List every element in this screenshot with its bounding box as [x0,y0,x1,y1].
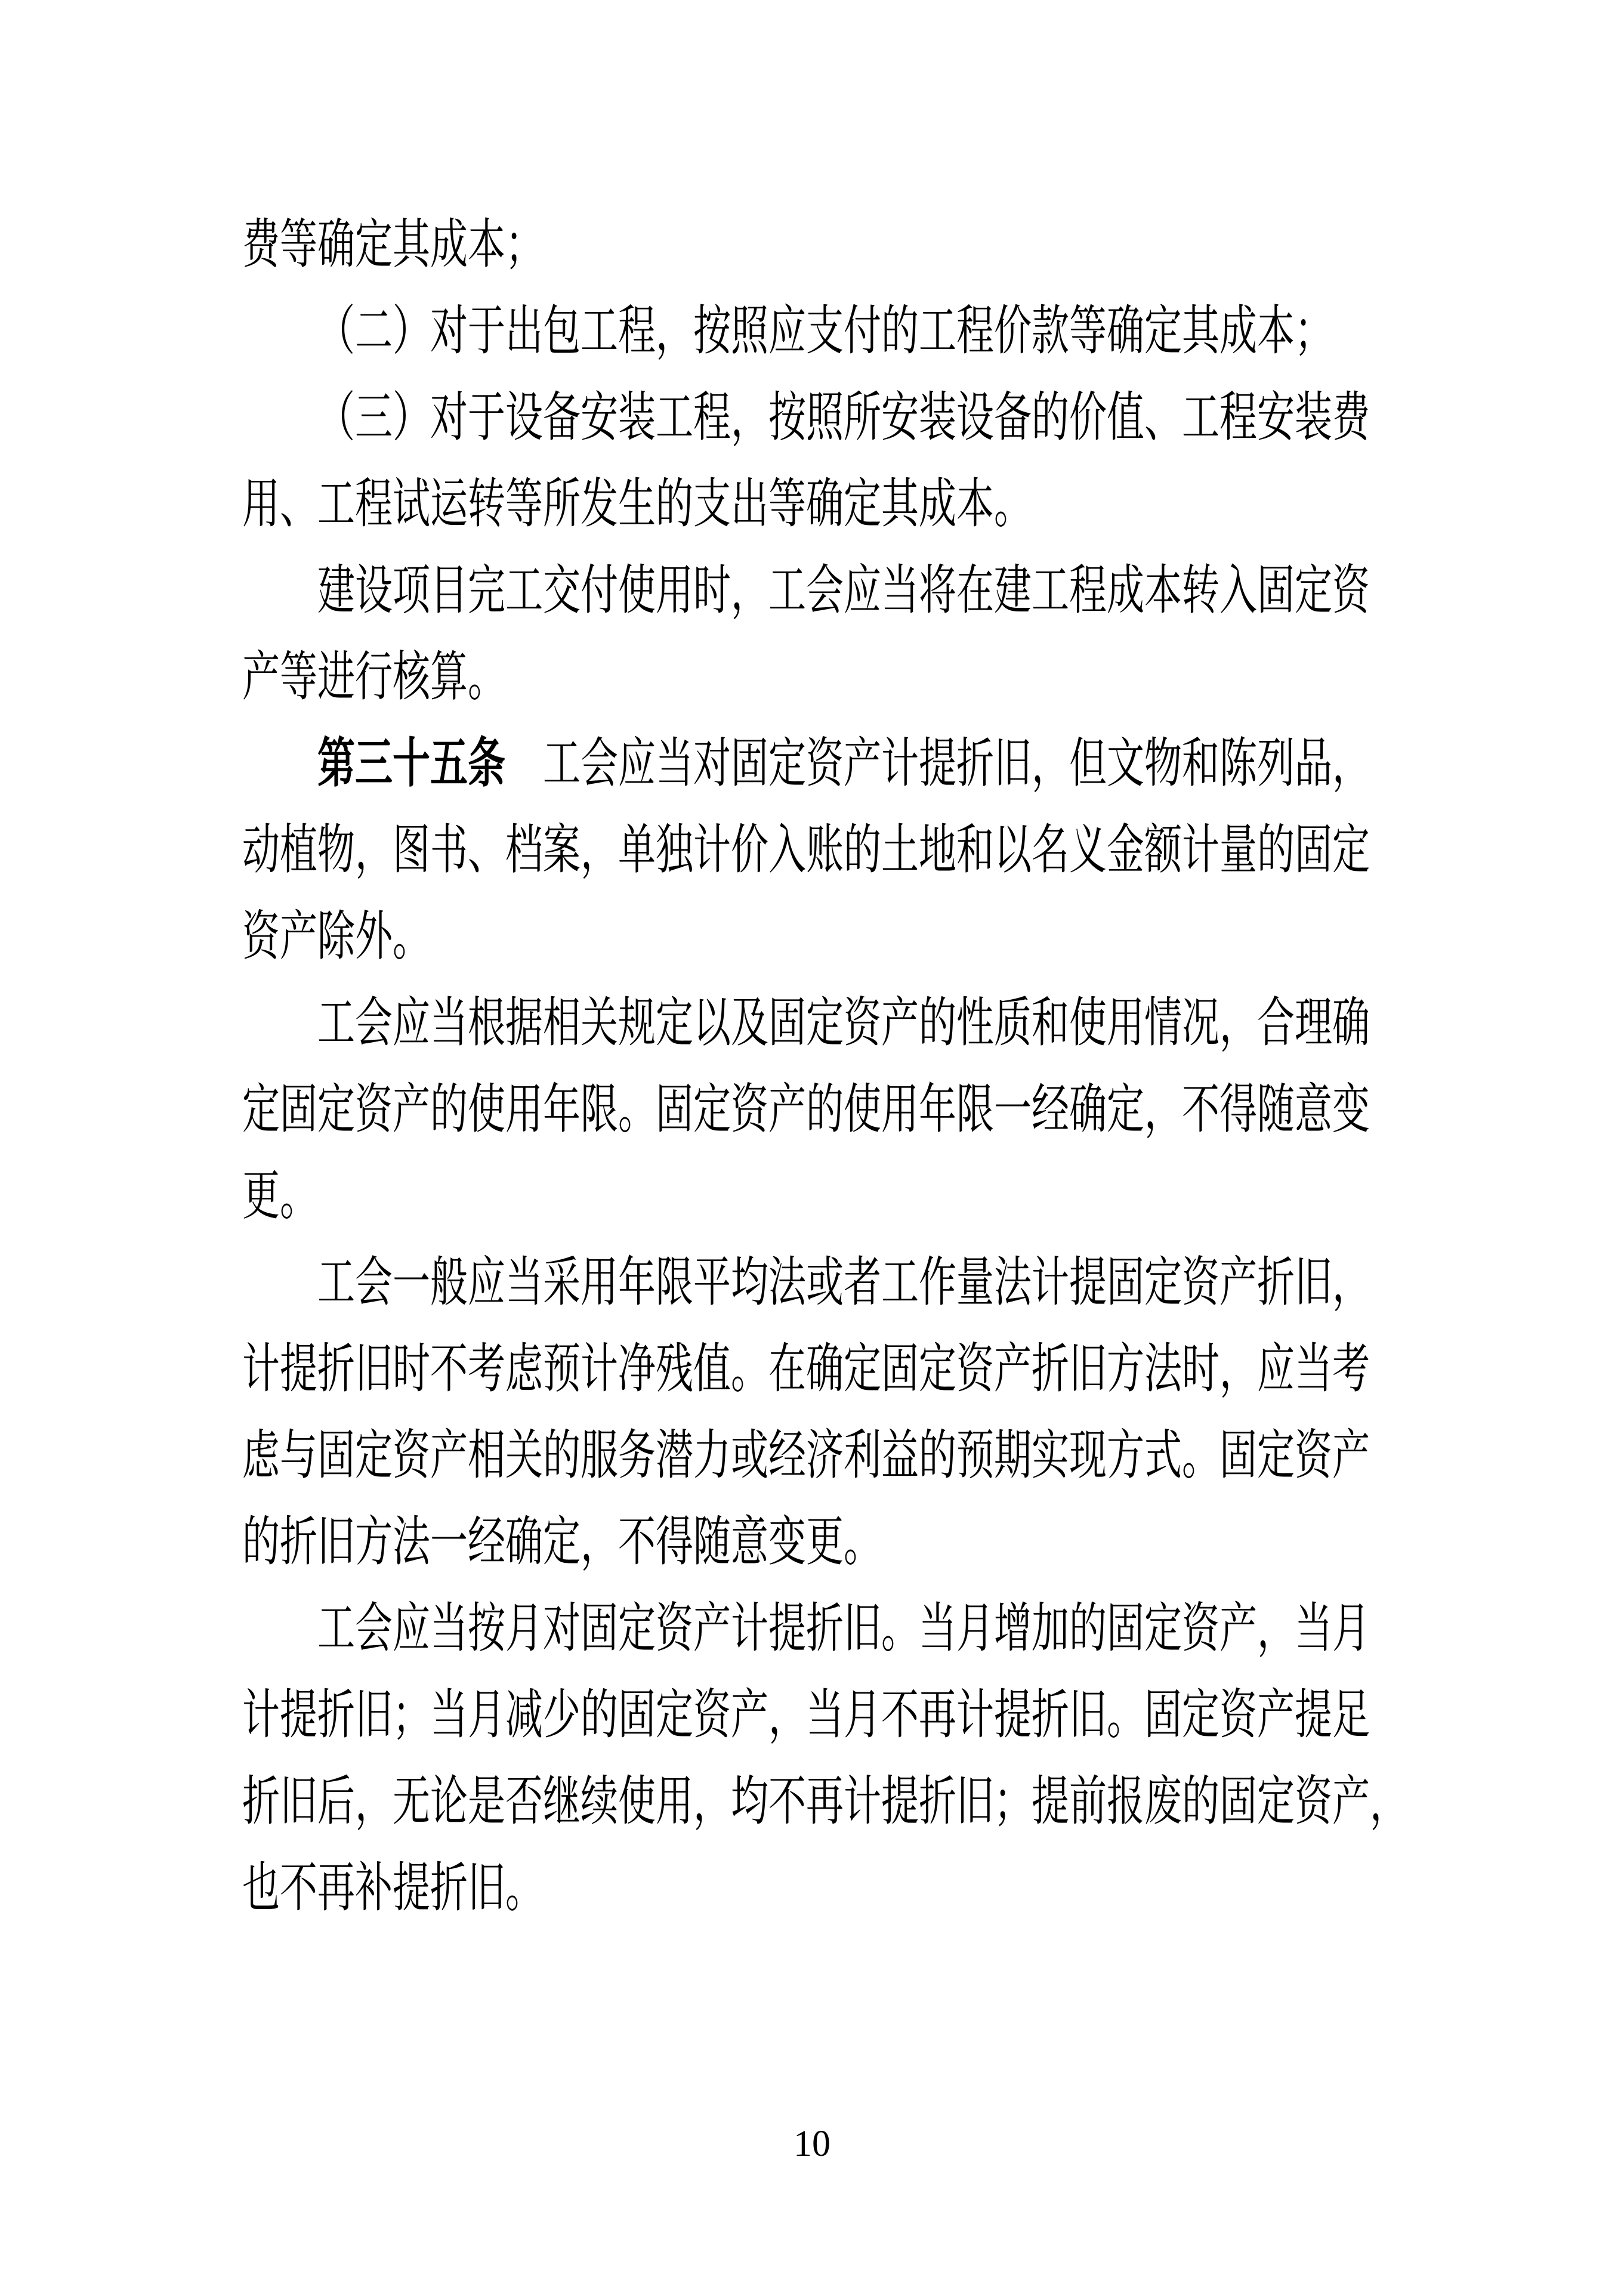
text-line [242,288,1332,375]
paragraph [242,375,1370,548]
paragraph [242,721,1370,980]
page-number: 10 [794,2124,830,2164]
text-line [242,1845,1032,1932]
text-run: 的折旧方法一经确定，不得随意变更。 [242,1513,881,1572]
text-block [242,202,1407,1932]
text-line [242,548,1370,634]
text-line [242,1240,1370,1326]
text-run: 产等进行核算。 [242,648,505,707]
text-run: 虑与固定资产相关的服务潜力或经济利益的预期实现方式。固定资产 [242,1426,1370,1485]
text-run: （三）对于设备安装工程，按照所安装设备的价值、工程安装费 [317,388,1370,447]
text-run: 定固定资产的使用年限。固定资产的使用年限一经确定，不得随意变 [242,1080,1370,1139]
text-run: 建设项目完工交付使用时，工会应当将在建工程成本转入固定资 [317,561,1370,620]
text-run: 计提折旧时不考虑预计净残值。在确定固定资产折旧方法时，应当考 [242,1340,1370,1399]
text-run: 工会一般应当采用年限平均法或者工作量法计提固定资产折旧， [317,1253,1370,1312]
text-run: 更。 [242,1167,317,1226]
text-line [242,461,1032,548]
text-run: 工会应当根据相关规定以及固定资产的性质和使用情况，合理确 [317,994,1370,1053]
text-run: 用、工程试运转等所发生的支出等确定其成本。 [242,475,1032,534]
text-run: 也不再补提折旧。 [242,1859,543,1918]
text-line [242,1759,1407,1845]
text-run: （二）对于出包工程，按照应支付的工程价款等确定其成本； [317,302,1332,361]
text-line [242,1326,1370,1413]
text-line [242,1672,1370,1759]
paragraph [242,1586,1407,1932]
text-line [242,1413,1370,1499]
text-run: 动植物，图书、档案，单独计价入账的土地和以名义金额计量的固定 [242,821,1370,880]
text-line [242,1153,1032,1240]
text-line [242,634,1032,721]
article-number-bold: 第三十五条 [317,734,505,793]
text-run: 工会应当按月对固定资产计提折旧。当月增加的固定资产，当月 [317,1599,1370,1658]
text-line [242,721,1370,807]
paragraph [242,548,1370,721]
text-run: 费等确定其成本； [242,215,543,274]
text-line [242,1499,1032,1586]
text-line [242,980,1370,1067]
text-line [242,1586,1370,1672]
text-line [242,375,1370,461]
text-line [242,1067,1370,1153]
paragraph [242,980,1370,1240]
text-line [242,894,1032,980]
paragraph [242,288,1370,375]
text-line [242,807,1370,894]
text-run: 资产除外。 [242,907,430,966]
text-run: 计提折旧；当月减少的固定资产，当月不再计提折旧。固定资产提足 [242,1686,1370,1745]
paragraph [242,202,1370,288]
paragraph [242,1240,1370,1586]
text-line [242,202,1032,288]
text-run: 折旧后，无论是否继续使用，均不再计提折旧；提前报废的固定资产， [242,1772,1407,1831]
text-run: 工会应当对固定资产计提折旧，但文物和陈列品， [505,734,1370,793]
